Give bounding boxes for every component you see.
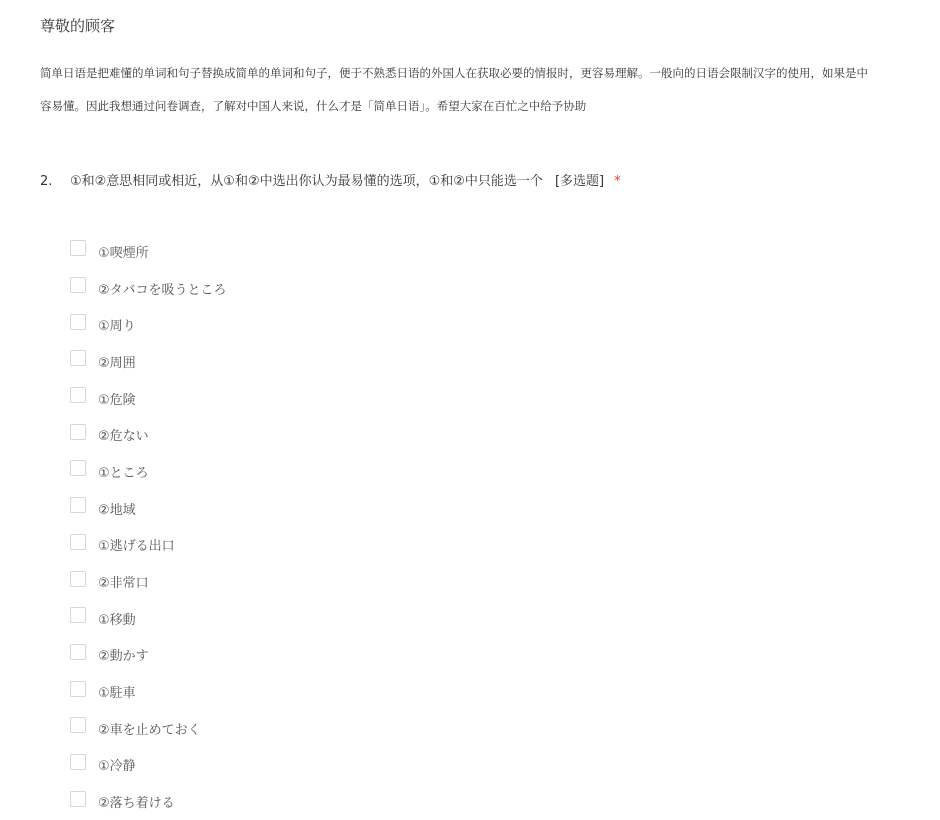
option-checkbox[interactable] (70, 754, 86, 770)
option-label: ①周り (98, 319, 136, 335)
option-label: ②タバコを吸うところ (98, 282, 227, 298)
option-item[interactable] (70, 710, 227, 747)
question-number: 2. (40, 174, 53, 189)
option-item[interactable] (70, 563, 227, 600)
option-item[interactable] (70, 490, 227, 527)
option-item[interactable] (70, 637, 227, 674)
required-marker: * (614, 174, 621, 189)
option-label: ②地域 (98, 502, 136, 518)
option-label: ②非常口 (98, 576, 149, 592)
option-checkbox[interactable] (70, 571, 86, 587)
option-checkbox[interactable] (70, 314, 86, 330)
option-checkbox[interactable] (70, 277, 86, 293)
option-item[interactable] (70, 747, 227, 784)
option-item[interactable] (70, 233, 227, 270)
question-text: ①和②意思相同或相近，从①和②中选出你认为最易懂的选项，①和②中只能选一个 (70, 174, 543, 189)
option-checkbox[interactable] (70, 424, 86, 440)
option-item[interactable] (70, 306, 227, 343)
option-label: ①冷静 (98, 759, 136, 775)
option-label: ①逃げる出口 (98, 539, 175, 555)
option-item[interactable] (70, 343, 227, 380)
options-list (70, 233, 227, 820)
option-label: ②車を止めておく (98, 722, 201, 738)
intro-paragraph (40, 57, 940, 123)
option-label: ②危ない (98, 429, 149, 445)
intro-line: 容易懂。因此我想通过问卷调查，了解对中国人来说，什么才是「简单日语」。希望大家在百忙之中给予协助 (40, 99, 587, 113)
option-checkbox[interactable] (70, 387, 86, 403)
intro-line: 简单日语是把难懂的单词和句子替换成简单的单词和句子，便于不熟悉日语的外国人在获取必要的情报时，更容易理解。一般向的日语会限制汉字的使用，如果是中 (40, 66, 868, 80)
option-label: ②周囲 (98, 355, 136, 371)
option-checkbox[interactable] (70, 681, 86, 697)
option-checkbox[interactable] (70, 460, 86, 476)
option-label: ①移動 (98, 612, 136, 628)
option-item[interactable] (70, 527, 227, 564)
option-label: ①駐車 (98, 686, 136, 702)
question-title (40, 170, 621, 189)
option-item[interactable] (70, 270, 227, 307)
option-checkbox[interactable] (70, 240, 86, 256)
option-label: ①喫煙所 (98, 245, 149, 261)
greeting-title: 尊敬的顾客 (40, 17, 116, 35)
option-item[interactable] (70, 600, 227, 637)
option-item[interactable] (70, 673, 227, 710)
option-checkbox[interactable] (70, 644, 86, 660)
option-label: ①危険 (98, 392, 136, 408)
option-item[interactable] (70, 453, 227, 490)
option-checkbox[interactable] (70, 497, 86, 513)
option-item[interactable] (70, 380, 227, 417)
option-checkbox[interactable] (70, 350, 86, 366)
option-label: ②落ち着ける (98, 796, 175, 812)
option-label: ①ところ (98, 465, 149, 481)
option-item[interactable] (70, 416, 227, 453)
option-checkbox[interactable] (70, 607, 86, 623)
question-type-tag: [多选题] (554, 174, 605, 189)
option-checkbox[interactable] (70, 717, 86, 733)
option-item[interactable] (70, 783, 227, 820)
option-label: ②動かす (98, 649, 149, 665)
option-checkbox[interactable] (70, 791, 86, 807)
option-checkbox[interactable] (70, 534, 86, 550)
